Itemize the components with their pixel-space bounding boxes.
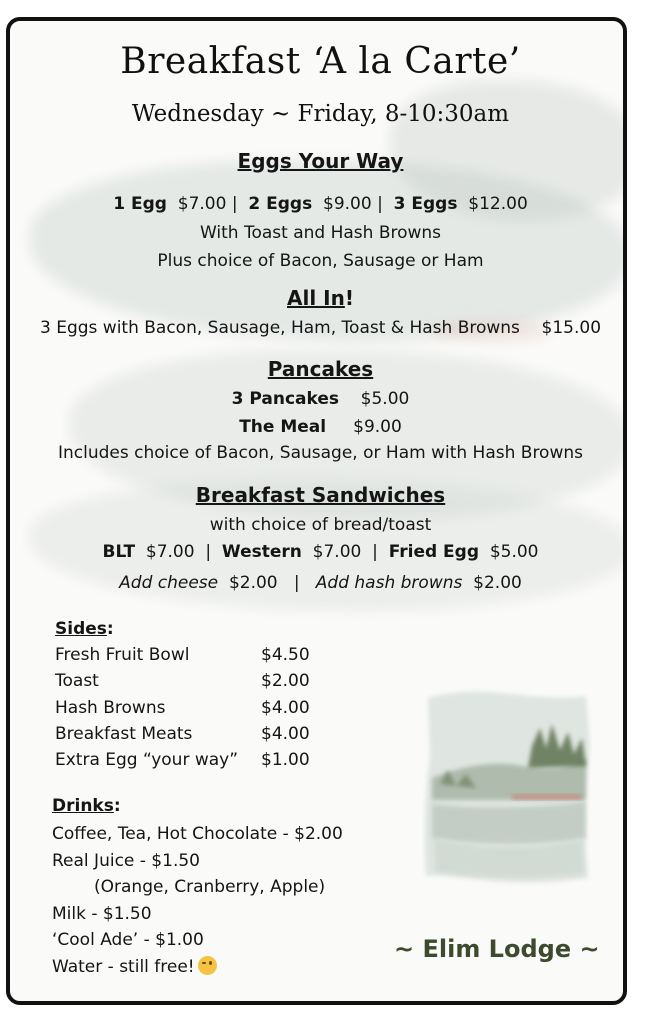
sandwiches-sub: with choice of bread/toast: [209, 515, 432, 535]
side-price: $4.50: [261, 645, 310, 665]
side-price: $1.00: [261, 750, 310, 770]
drink-item: Milk - $1.50: [52, 904, 152, 924]
menu-frame: [6, 17, 627, 1005]
sandwich-price: $5.00: [489, 542, 539, 562]
pancakes-item-name: The Meal: [239, 417, 327, 437]
lodge-signature: ~ Elim Lodge ~: [394, 935, 600, 963]
allin-line: [10, 318, 627, 338]
drink-item: Real Juice - $1.50: [52, 851, 200, 871]
allin-desc: 3 Eggs with Bacon, Sausage, Ham, Toast & Hash Browns: [39, 318, 520, 338]
pancakes-item: [10, 417, 627, 437]
allin-bang: !: [344, 286, 354, 310]
pancakes-item: [10, 389, 627, 409]
eggs-includes: With Toast and Hash Browns: [199, 223, 442, 243]
sandwiches-heading: Breakfast Sandwiches: [195, 483, 446, 507]
pancakes-item-price: $5.00: [360, 389, 410, 409]
side-name: Hash Browns: [55, 698, 166, 718]
eggs-choice: Plus choice of Bacon, Sausage or Ham: [157, 251, 484, 271]
side-price: $4.00: [261, 698, 310, 718]
watercolor-landscape-image: [422, 688, 592, 886]
addon-price: $2.00: [473, 573, 522, 593]
eggs-options: [10, 194, 627, 214]
side-price: $2.00: [261, 671, 310, 691]
side-price: $4.00: [261, 724, 310, 744]
eggs-heading: Eggs Your Way: [237, 149, 404, 173]
pancakes-item-name: 3 Pancakes: [231, 389, 340, 409]
addon-price: $2.00: [228, 573, 278, 593]
separator: |: [293, 573, 300, 593]
side-item: [55, 645, 325, 665]
drink-item: Water - still free!: [52, 957, 195, 977]
allin-heading-wrap: [10, 286, 627, 310]
addon-name: Add hash browns: [315, 573, 463, 593]
sandwich-name: Fried Egg: [388, 542, 480, 562]
egg-option-price: $7.00: [177, 194, 227, 214]
side-name: Breakfast Meats: [55, 724, 193, 744]
drinks-heading-wrap: [52, 796, 121, 816]
sandwich-price: $7.00: [312, 542, 362, 562]
side-name: Toast: [55, 671, 99, 691]
side-name: Fresh Fruit Bowl: [55, 645, 190, 665]
separator: |: [372, 542, 378, 562]
allin-heading: All In: [287, 286, 345, 310]
sandwich-price: $7.00: [145, 542, 195, 562]
pancakes-heading: Pancakes: [267, 357, 374, 381]
drink-item: Coffee, Tea, Hot Chocolate - $2.00: [52, 824, 343, 844]
menu-hours: Wednesday ~ Friday, 8-10:30am: [131, 101, 510, 127]
allin-price: $15.00: [541, 318, 602, 338]
side-item: [55, 698, 325, 718]
drinks-colon: :: [113, 796, 121, 816]
addon-name: Add cheese: [119, 573, 219, 593]
side-item: [55, 671, 325, 691]
side-item: [55, 724, 325, 744]
pancakes-item-price: $9.00: [353, 417, 402, 437]
sides-heading-wrap: [55, 619, 114, 639]
egg-option-price: $12.00: [468, 194, 528, 214]
drink-item: (Orange, Cranberry, Apple): [94, 877, 326, 897]
winking-face-icon: [198, 956, 217, 975]
egg-option-name: 1 Egg: [113, 194, 167, 214]
separator: |: [377, 194, 383, 214]
menu-title: Breakfast ‘A la Carte’: [120, 41, 521, 82]
separator: |: [231, 194, 238, 214]
egg-option-name: 2 Eggs: [248, 194, 313, 214]
pancakes-note: Includes choice of Bacon, Sausage, or Ham with Hash Browns: [58, 443, 583, 463]
side-name: Extra Egg “your way”: [55, 750, 239, 770]
sides-heading: Sides: [55, 619, 107, 639]
drinks-heading: Drinks: [52, 796, 114, 816]
egg-option-price: $9.00: [323, 194, 372, 214]
drink-item: ‘Cool Ade’ - $1.00: [52, 930, 204, 950]
sandwiches-options: [10, 542, 627, 562]
side-item: [55, 750, 325, 770]
sides-colon: :: [106, 619, 114, 639]
drink-item-row: [52, 956, 217, 977]
egg-option-name: 3 Eggs: [393, 194, 458, 214]
separator: |: [205, 542, 212, 562]
sandwich-name: Western: [221, 542, 302, 562]
sandwich-name: BLT: [102, 542, 136, 562]
sandwiches-addons: [10, 573, 627, 593]
